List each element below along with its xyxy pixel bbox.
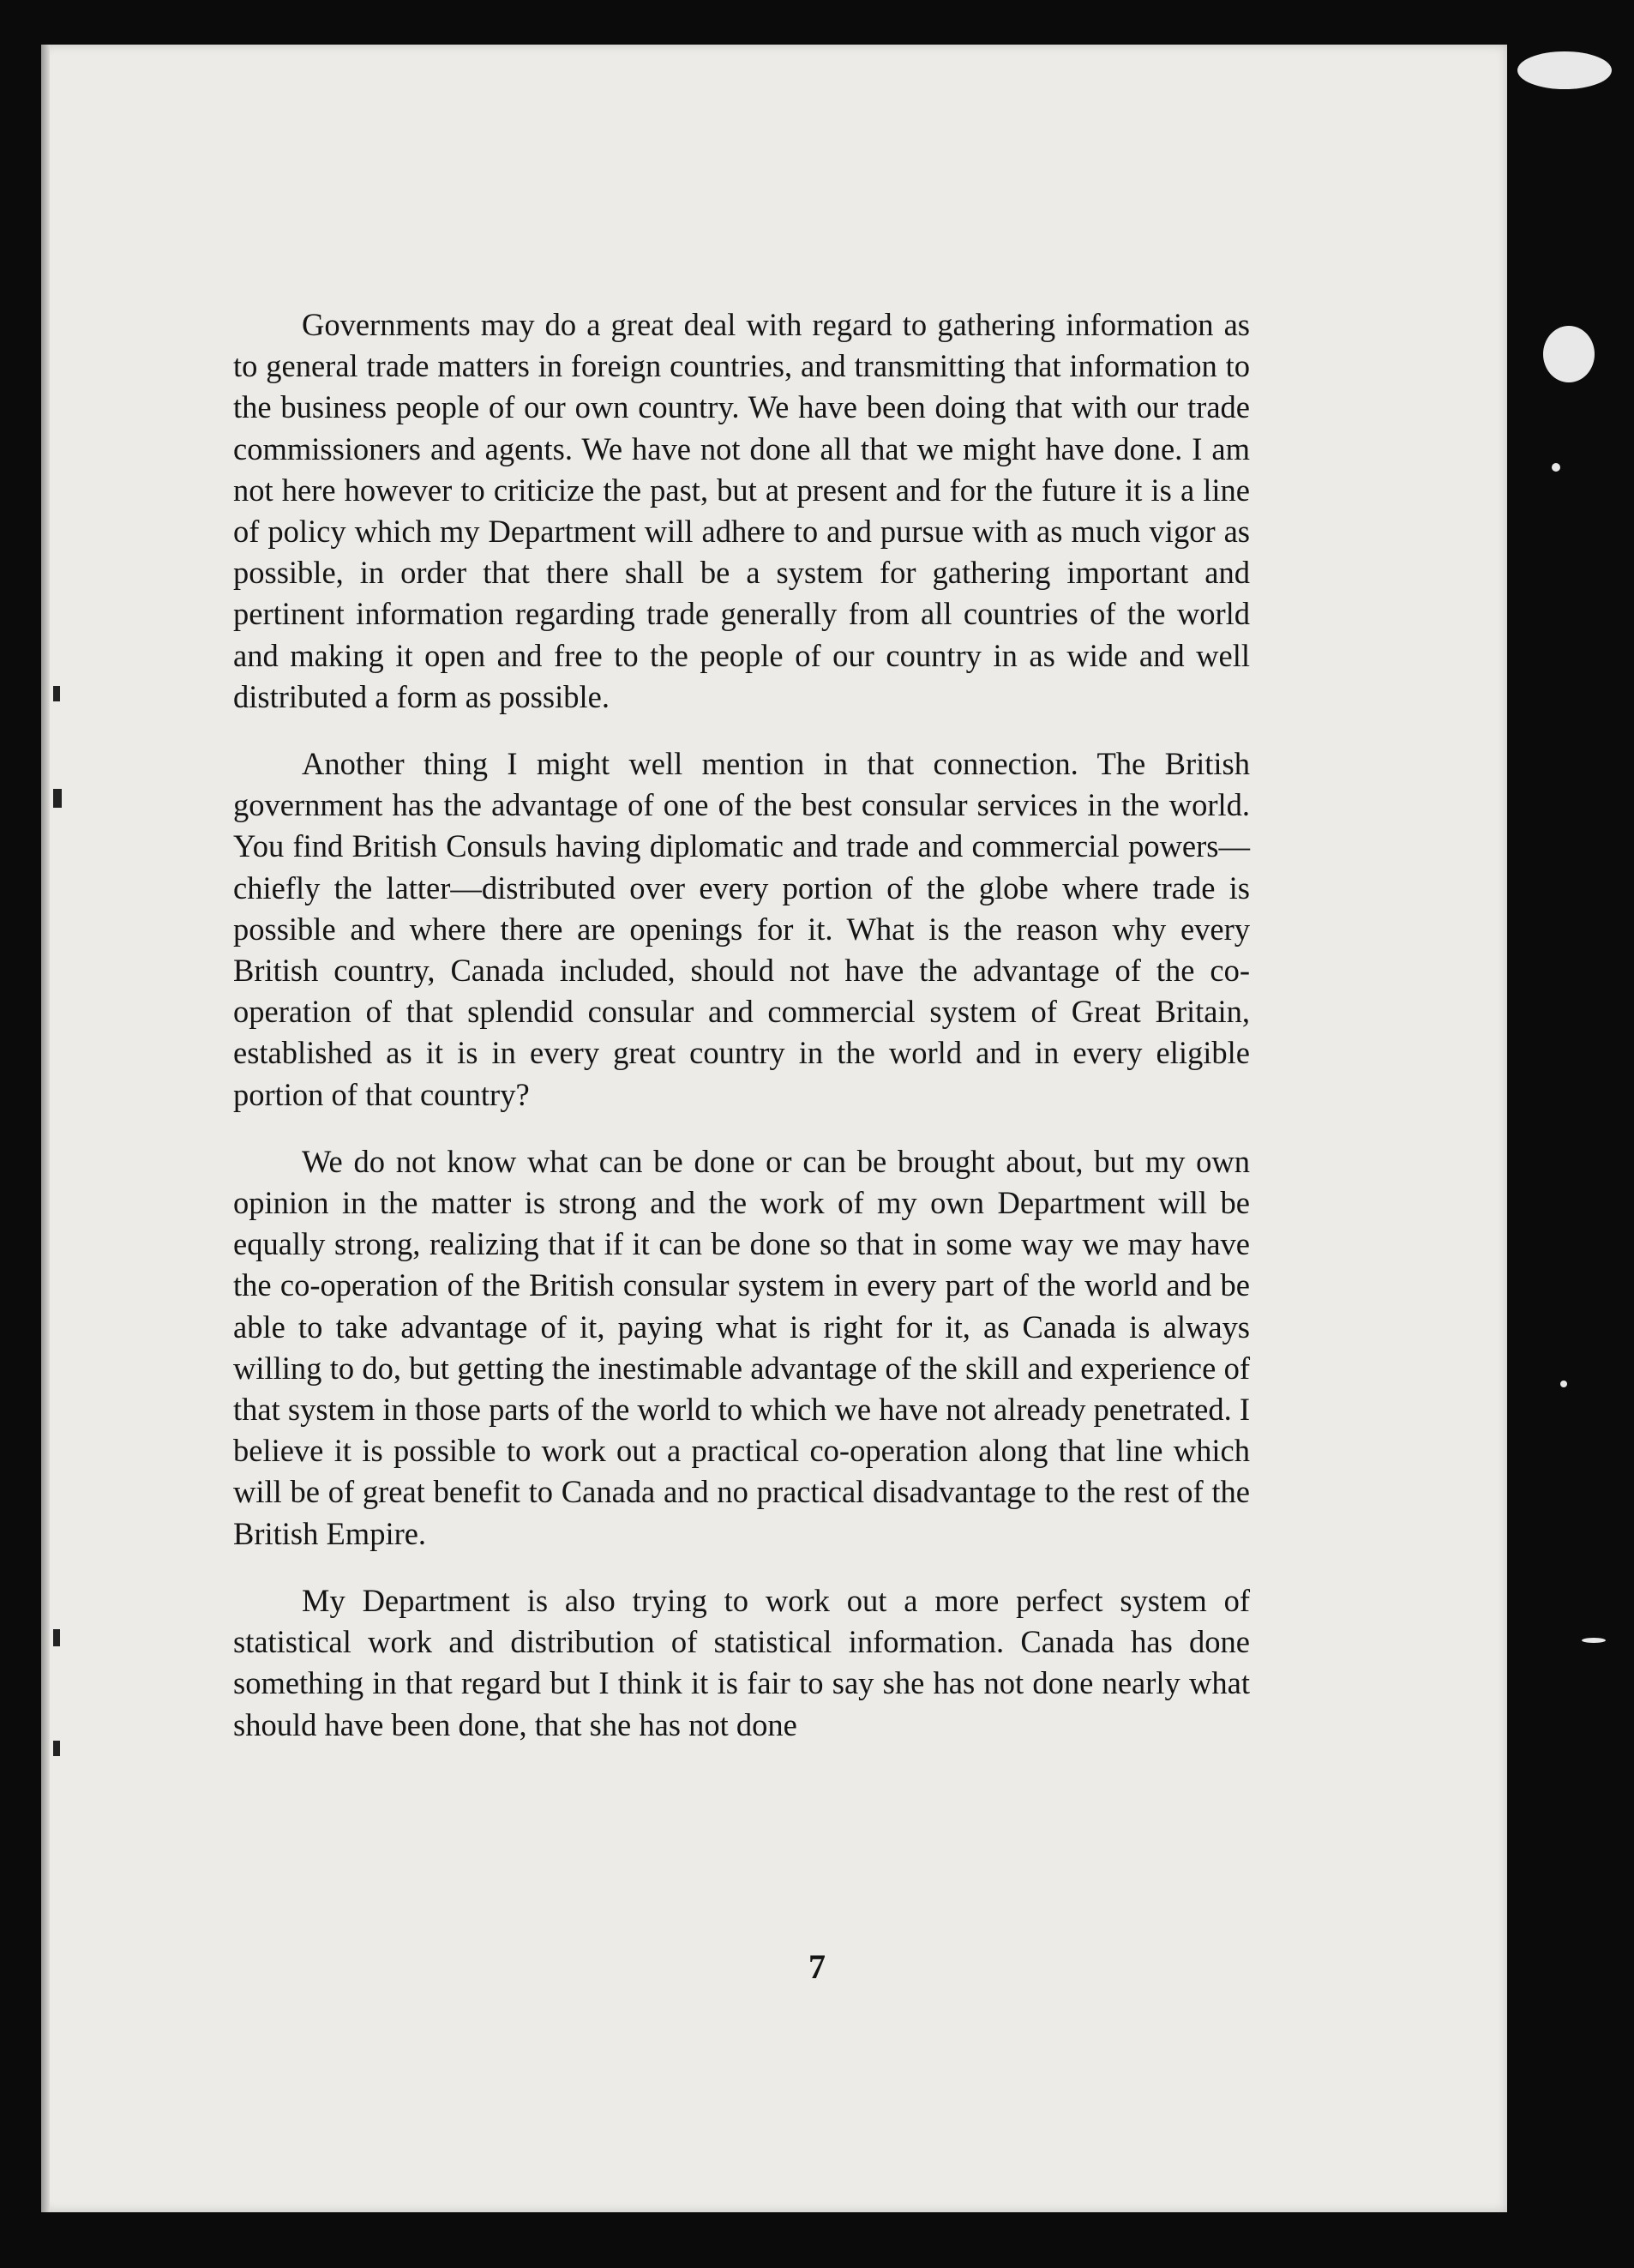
body-text (233, 304, 1250, 1772)
paragraph: My Department is also trying to work out a more perfect system of statistical work and distribution of statistical information. Canada has done something in that regard but I think it is fair to say she has not done nearly what should have been done, that she has not done (233, 1582, 1250, 1742)
page-number: 7 (808, 1947, 826, 1986)
paragraph: Governments may do a great deal with regard to gathering information as to general trade matters in foreign countries, and transmitting that information to the business people of our own country. We have been doing that with our trade commissioners and agents. We have not done all that we might have done. I am not here however to criticize the past, but at present and for the future it is a line of policy which my Department will adhere to and pursue with as much vigor as possible, in order that there shall be a system for gathering important and pertinent information regarding trade generally from all countries of the world and making it open and free to the people of our country in as wide and well distributed a form as possible. (233, 307, 1250, 714)
scan-speck (1582, 1638, 1606, 1643)
margin-mark (53, 1629, 60, 1646)
paragraph: Another thing I might well mention in that connection. The British government has the advantage of one of the best consular services in the world. You find British Consuls having diplomatic and trade and commercial powers—chiefly the latter—distributed over every portion of the globe where trade is possible and where there are openings for it. What is the reason why every British country, Canada included, should not have the advantage of the co-operation of that splendid consular and commercial system of Great Britain, established as it is in every great country in the world and in every eligible portion of that country? (233, 746, 1250, 1112)
scan-speck (1552, 463, 1560, 472)
scan-speck (1543, 326, 1595, 382)
scan-speck (1517, 51, 1612, 89)
margin-mark (53, 789, 62, 808)
page-binding-edge (41, 45, 50, 2212)
scan-speck (1560, 1381, 1567, 1387)
margin-mark (53, 1741, 60, 1756)
paragraph: We do not know what can be done or can be brought about, but my own opinion in the matter is strong and the work of my own Department will be equally strong, realizing that if it can be done so that in some way we may have the co-operation of the British consular system in every part of the world and be able to take advantage of it, paying what is right for it, as Canada is always willing to do, but getting the inestimable advantage of the skill and experience of that system in those parts of the world to which we have not already penetrated. I believe it is possible to work out a practical co-operation along that line which will be of great benefit to Canada and no practical disadvantage to the rest of the British Empire. (233, 1143, 1250, 1551)
margin-mark (53, 686, 60, 701)
